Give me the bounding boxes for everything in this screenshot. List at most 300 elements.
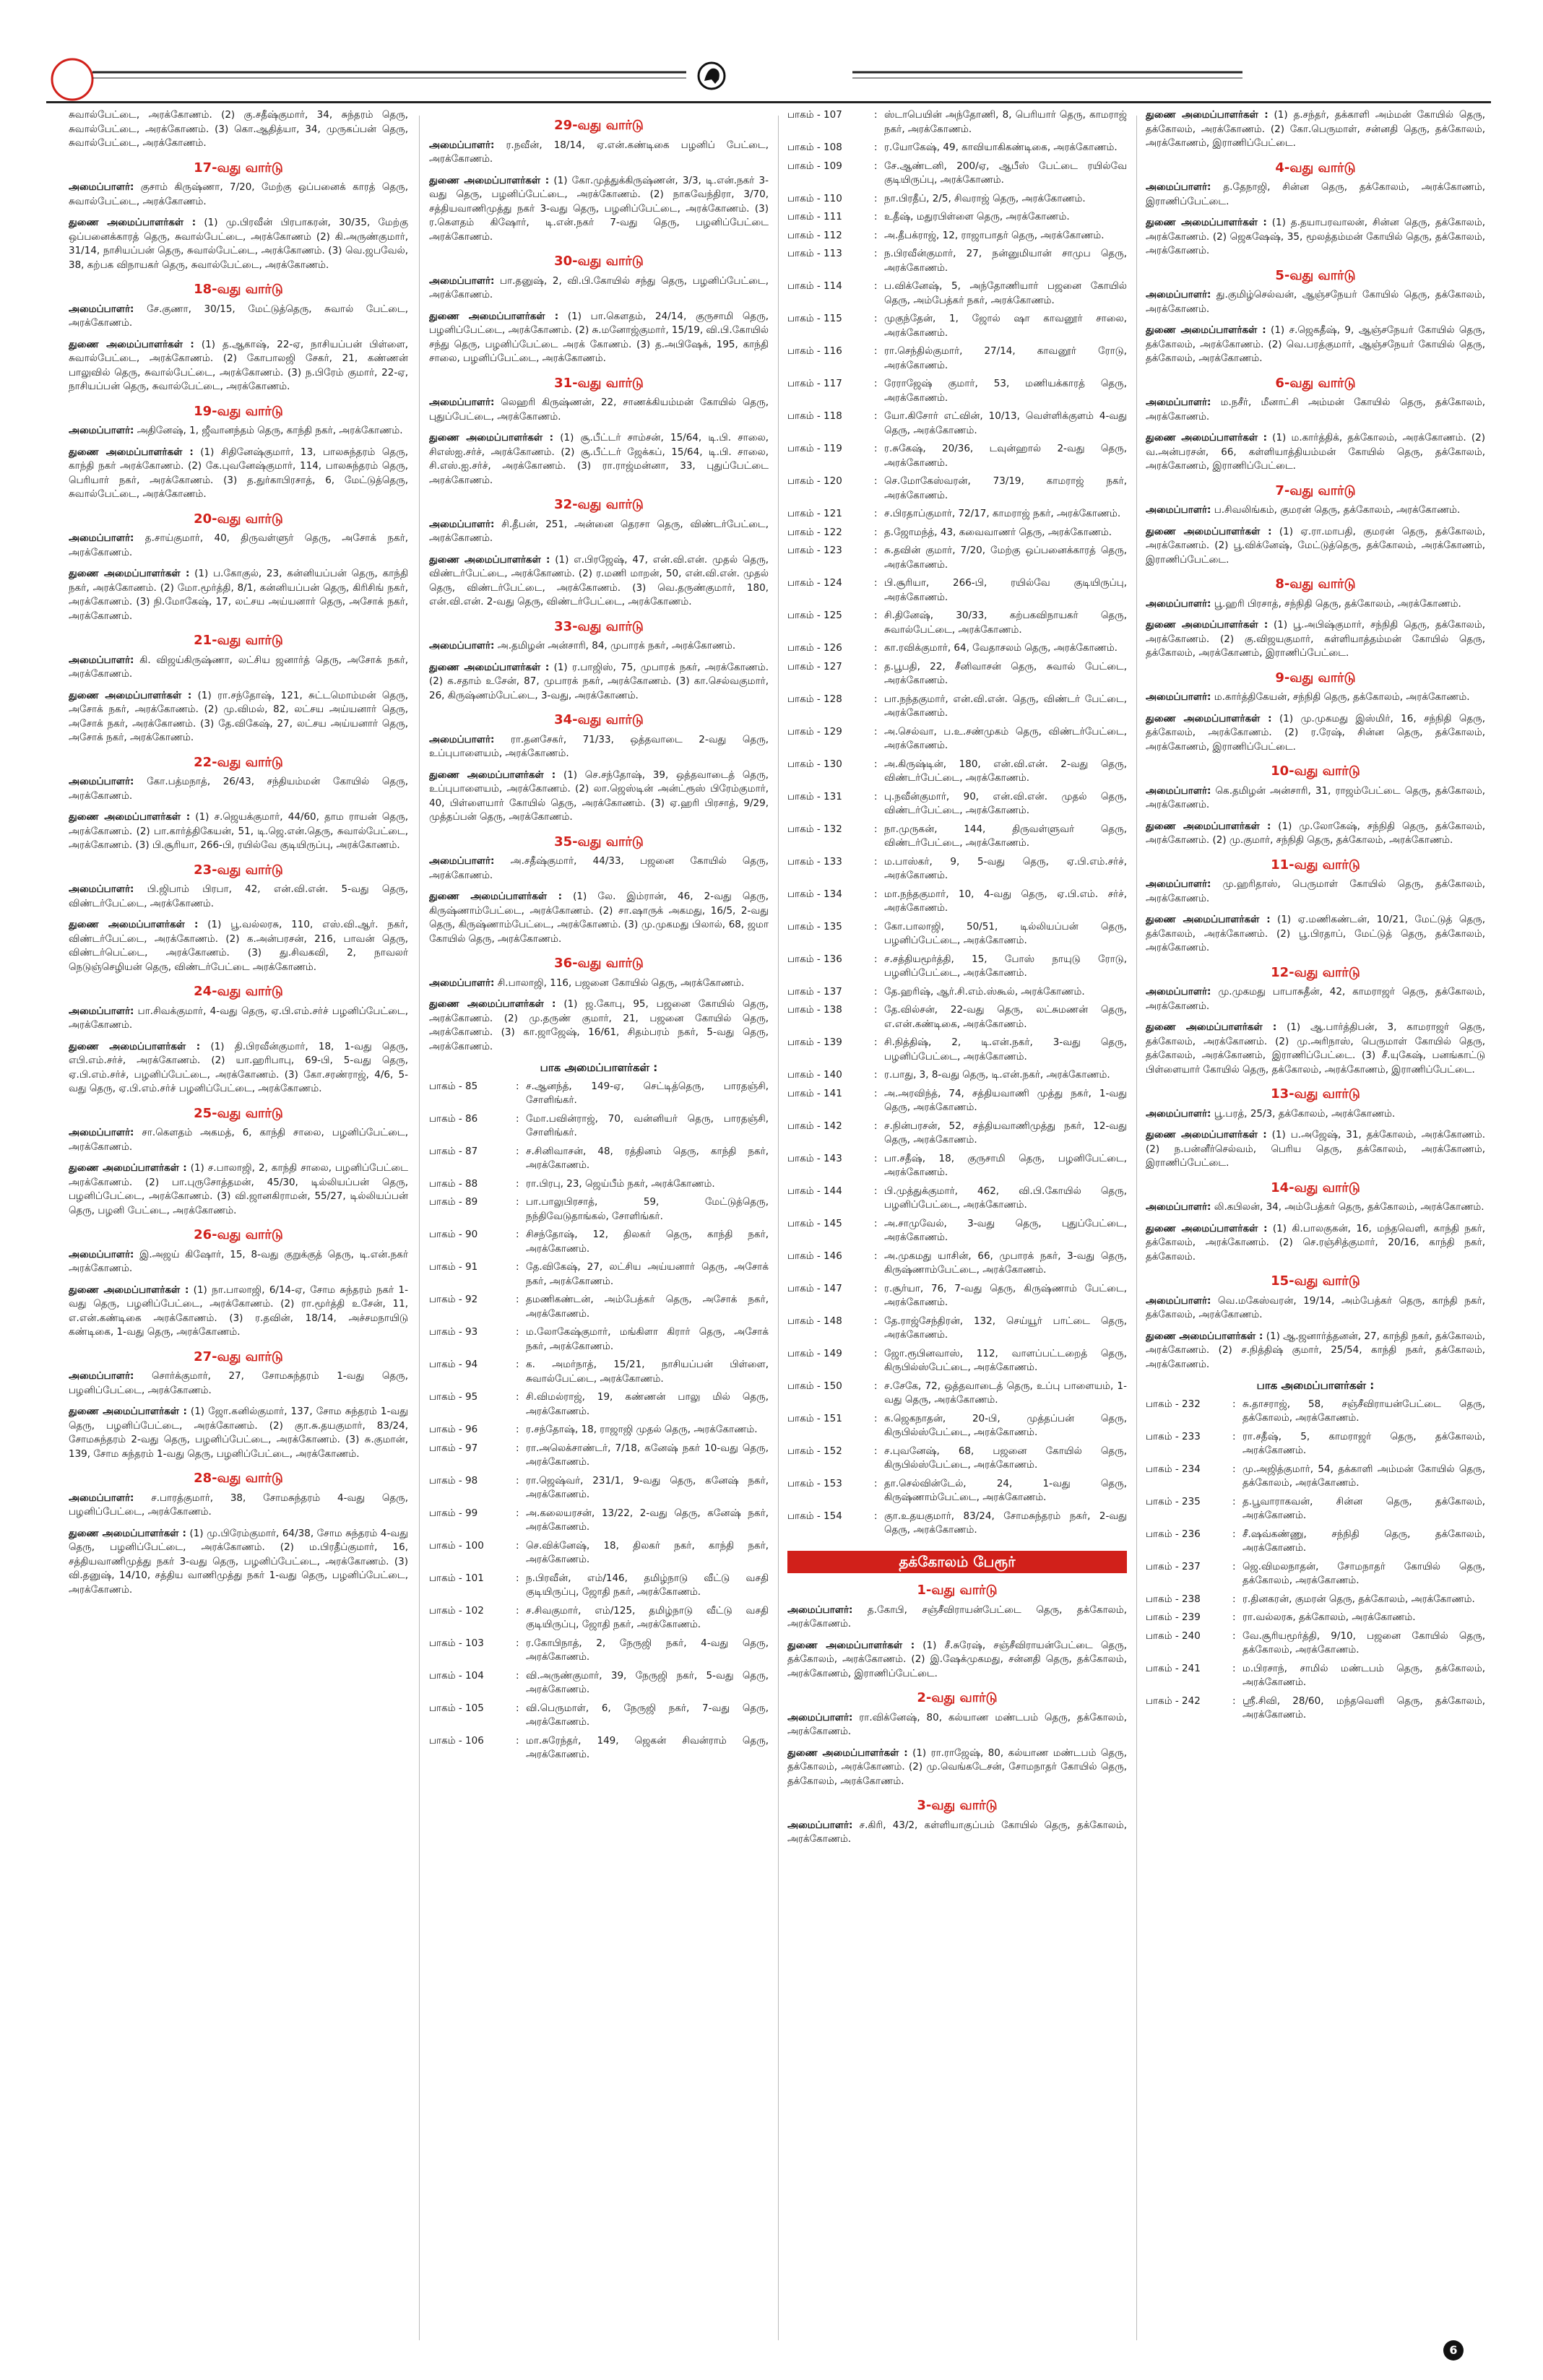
- organizer-details: (1) மு.பிரவீன் பிரபாகரன், 30/35, மேற்கு ஒப்பனைக்காரத் தெரு, சுவால்பேட்டை, அரக்கோணம் (2) கி.அருண்குமார், 31/14, நாசியப்பன் தெரு, சுவால்பேட்டை, அரக்கோணம். (3) வெ.ஜபவேல், 38, கற்பக விநாயகர் தெரு, சுவால்பேட்டை, அரக்கோணம்.: [69, 217, 408, 271]
- booth-separator: :: [1232, 1593, 1236, 1605]
- booth-number: பாகம் - 124: [787, 577, 842, 589]
- booth-organizer-details: ச.நின்பரசன், 52, சத்தியவாணிமுத்து நகர், 12-வது தெரு, அரக்கோணம்.: [884, 1120, 1127, 1146]
- booth-separator: :: [1232, 1662, 1236, 1674]
- ward-heading: 19-வது வார்டு: [194, 403, 283, 419]
- booth-separator: :: [874, 823, 878, 835]
- ward-heading: 34-வது வார்டு: [554, 712, 644, 727]
- role-label: துணை அமைப்பாளர்கள் :: [1146, 525, 1272, 537]
- booth-separator: :: [874, 1087, 878, 1099]
- booth-number: பாகம் - 233: [1146, 1430, 1201, 1442]
- booth-separator: :: [874, 142, 878, 153]
- booth-row: [429, 1358, 769, 1386]
- organizer-details: (1) த.சந்தர், தக்காளி அம்மன் கோயில் தெரு, தக்கோலம், அரக்கோணம். (2) கோ.பெருமாள், சன்னதி தெரு, தக்கோலம், அரக்கோணம், இராணிப்பேட்டை.: [1146, 109, 1485, 149]
- booth-organizer-details: ச.சிவகுமார், எம்/125, தமிழ்நாடு வீட்டு வசதி குடியிருப்பு, ஜோதி நகர், அரக்கோணம்.: [526, 1604, 769, 1630]
- ward-heading: 14-வது வார்டு: [1271, 1180, 1360, 1195]
- booth-row: [787, 693, 1127, 721]
- booth-organizer-details: சி.விமல்ராஜ், 19, கண்ணன் பாலு மில் தெரு, அரக்கோணம்.: [526, 1391, 769, 1417]
- role-label: துணை அமைப்பாளர்கள் :: [429, 310, 559, 322]
- booth-organizer-details: பா.சதீஷ், 18, குருசாமி தெரு, பழனிபேட்டை, அரக்கோணம்.: [884, 1152, 1127, 1178]
- booth-separator: :: [874, 1037, 878, 1048]
- organizer-details: த.கோபி, சஞ்சீவிராயன்பேட்டை தெரு, தக்கோலம், அரக்கோணம்.: [787, 1604, 1127, 1630]
- booth-separator: :: [874, 1185, 878, 1197]
- ward-heading: 11-வது வார்டு: [1271, 857, 1360, 873]
- booth-organizer-details: தா.செல்வின்டேல், 24, 1-வது தெரு, கிருஷ்ணாம்பேட்டை, அரக்கோணம்.: [884, 1477, 1127, 1503]
- booth-number: பாகம் - 95: [429, 1391, 478, 1403]
- role-label: அமைப்பாளர்:: [1146, 784, 1211, 797]
- role-label: துணை அமைப்பாளர்கள் :: [69, 446, 194, 458]
- organizer-details: (1) சீ.சுரேஷ், சஞ்சீவிராயன்பேட்டை தெரு, தக்கோலம், அரக்கோணம். (2) இ.ஷேக்முகமது, சன்னதி தெரு, தக்கோலம், அரக்கோணம், இராணிப்பேட்டை.: [787, 1639, 1127, 1679]
- booth-separator: :: [516, 1177, 519, 1190]
- booth-separator: :: [516, 1261, 519, 1273]
- booth-separator: :: [874, 577, 878, 589]
- booth-number: பாகம் - 148: [787, 1315, 842, 1327]
- booth-number: பாகம் - 138: [787, 1004, 842, 1016]
- ward-heading: 3-வது வார்டு: [917, 1798, 998, 1813]
- organizer-details: சா.கௌதம் அகமத், 6, காந்தி சாலை, பழனிப்பேட்டை, அரக்கோணம்.: [69, 1127, 408, 1153]
- role-label: துணை அமைப்பாளர்கள் :: [69, 1527, 186, 1539]
- booth-row: [787, 1347, 1127, 1375]
- role-label: துணை அமைப்பாளர்கள் :: [1146, 1330, 1263, 1342]
- organizer-entry: [429, 661, 769, 704]
- booth-separator: :: [874, 109, 878, 121]
- ward-heading: 32-வது வார்டு: [554, 497, 644, 512]
- organizer-entry: [429, 890, 769, 946]
- booth-row: [429, 1604, 769, 1632]
- booth-separator: :: [874, 508, 878, 519]
- booth-row: [787, 855, 1127, 883]
- booth-row: [1146, 1398, 1485, 1426]
- ward-heading: 4-வது வார்டு: [1275, 160, 1356, 176]
- ward-heading: 25-வது வார்டு: [194, 1105, 283, 1121]
- booth-organizer-details: சே.ஆண்டனி, 200/ஏ, ஆபீஸ் பேட்டை ரயில்வே குடியிருப்பு, அரக்கோணம்.: [884, 160, 1127, 186]
- booth-number: பாகம் - 131: [787, 790, 842, 802]
- booth-row: [787, 312, 1127, 340]
- role-label: அமைப்பாளர்:: [1146, 691, 1211, 703]
- booth-number: பாகம் - 144: [787, 1185, 842, 1197]
- organizer-details: (1) ஏ.ரா.மாபதி, குமரன் தெரு, தக்கோலம், அரக்கோணம். (2) பூ.விக்னேஷ், மேட்டுத்தெரு, தக்கோலம், அரக்கோணம், இராணிப்பேட்டை.: [1146, 525, 1485, 566]
- booth-organizer-details: பு.நவீன்குமார், 90, என்.வி.என். முதல் தெரு, விண்டர்பேட்டை, அரக்கோணம்.: [884, 790, 1127, 816]
- booth-separator: :: [874, 248, 878, 259]
- booth-number: பாகம் - 125: [787, 610, 842, 621]
- organizer-details: (1) மு.லோகேஷ், சந்நிதி தெரு, தக்கோலம், அரக்கோணம். (2) மு.குமார், சந்நிதி தெரு, தக்கோலம், அரக்கோணம்.: [1146, 820, 1485, 846]
- booth-row: [1146, 1463, 1485, 1491]
- organizer-details: குசாம் கிருஷ்ணா, 7/20, மேற்கு ஒப்பனைக் காரத் தெரு, சுவால்பேட்டை, அரக்கோணம்.: [69, 181, 408, 207]
- booth-organizers-heading: பாக அமைப்பாளர்கள் :: [540, 1061, 658, 1074]
- booth-organizer-details: அ.செல்வா, ப.உ.சண்முகம் தெரு, விண்டர்பேட்டை, அரக்கோணம்.: [884, 725, 1127, 751]
- booth-number: பாகம் - 134: [787, 888, 842, 900]
- role-label: அமைப்பாளர்:: [1146, 504, 1211, 516]
- booth-organizer-details: தே.விகேஷ், 27, லட்சிய அய்யனார் தெரு, அசோக் நகர், அரக்கோணம்.: [526, 1261, 769, 1287]
- booth-separator: :: [874, 920, 878, 932]
- booth-organizer-details: ரா.செந்தில்குமார், 27/14, காவனூர் ரோடு, அரக்கோணம்.: [884, 345, 1127, 371]
- column-divider: [778, 116, 779, 2340]
- booth-number: பாகம் - 109: [787, 160, 842, 172]
- booth-row: [429, 1539, 769, 1567]
- booth-separator: :: [516, 1112, 519, 1125]
- booth-number: பாகம் - 123: [787, 545, 842, 556]
- role-label: அமைப்பாளர்:: [429, 855, 495, 867]
- organizer-entry: [69, 567, 408, 623]
- organizer-entry: [1146, 324, 1485, 366]
- organizer-entry: [1146, 181, 1485, 209]
- booth-number: பாகம் - 145: [787, 1217, 842, 1229]
- booth-number: பாகம் - 119: [787, 443, 842, 454]
- booth-row: [787, 609, 1127, 637]
- booth-organizer-details: ச.ஆனந்த், 149-ஏ, செட்டித்தெரு, பாரதஞ்சி, சோளிங்கர்.: [526, 1080, 769, 1106]
- role-label: துணை அமைப்பாளர்கள் :: [429, 553, 550, 566]
- booth-organizer-details: ஸ்ரீ.சிவி, 28/60, மந்தவெளி தெரு, தக்கோலம், அரக்கோணம்.: [1242, 1695, 1485, 1721]
- booth-separator: :: [874, 1477, 878, 1489]
- role-label: அமைப்பாளர்:: [787, 1819, 853, 1831]
- booth-organizer-details: ச.சேகே, 72, ஒத்தவாடைத் தெரு, உப்பு பாளையம், 1-வது தெரு, அரக்கோணம்.: [884, 1380, 1127, 1406]
- organizer-entry: [1146, 878, 1485, 906]
- booth-separator: :: [516, 1391, 519, 1403]
- booth-row: [787, 1510, 1127, 1538]
- booth-separator: :: [516, 1572, 519, 1584]
- organizer-details: ச.கிரி, 43/2, கள்ளியாகுப்பம் கோயில் தெரு, தக்கோலம், அரக்கோணம்.: [787, 1819, 1127, 1845]
- organizer-entry: [1146, 913, 1485, 956]
- booth-organizer-details: ச.சத்தியமூர்த்தி, 15, போஸ் நாயுடு ரோடு, பழனிப்பேட்டை, அரக்கோணம்.: [884, 953, 1127, 979]
- organizer-entry: [429, 174, 769, 245]
- booth-organizer-details: ர.கோபிநாத், 2, நேருஜி நகர், 4-வது தெரு, அரக்கோணம்.: [526, 1637, 769, 1663]
- booth-number: பாகம் - 85: [429, 1080, 478, 1092]
- booth-organizer-details: ஸ்டாபெயின் அந்தோணி, 8, பெரியார் தெரு, காமராஜ் நகர், அரக்கோணம்.: [884, 109, 1127, 135]
- organizer-details: (1) ரா.சந்தோஷ், 121, சுட்டமொம்மன் தெரு, அசோக் நகர், அரக்கோணம். (2) மு.விமல், 82, லட்சய அய்யனார் தெரு, அசோக் நகர், அரக்கோணம். (3) தே.விகேஷ், 27, லட்சய அய்யனார் தெரு, அசோக் நகர், அரக்கோணம்.: [69, 689, 408, 743]
- organizer-entry: [429, 977, 769, 991]
- booth-organizer-details: த.ஜோமந்த், 43, கவைவாணர் தெரு, அரக்கோணம்.: [884, 526, 1112, 538]
- organizer-details: (1) பூ.வல்லரசு, 110, எஸ்.வி.ஆர். நகர், விண்டர்பேட்டை, அரக்கோணம். (2) க.அன்பரசன், 216, பாவன் தெரு, விண்டர்பெட்டை, அரக்கோணம். (3) து.சிவகவி, 2, நாவலர் நெடுஞ்செழியன் தெரு, விண்டர்பேட்டை அரக்கோணம்.: [69, 919, 408, 973]
- booth-row: [787, 641, 1127, 656]
- role-label: அமைப்பாளர்:: [1146, 1294, 1211, 1307]
- booth-row: [787, 1217, 1127, 1245]
- booth-row: [787, 1003, 1127, 1031]
- role-label: துணை அமைப்பாளர்கள் :: [429, 998, 556, 1010]
- role-label: துணை அமைப்பாளர்கள் :: [1146, 914, 1271, 925]
- booth-organizer-details: சு.தாசராஜ், 58, சஞ்சீவிராயன்பேட்டை தெரு, தக்கோலம், அரக்கோணம்.: [1242, 1398, 1485, 1424]
- organizer-entry: [1146, 503, 1485, 518]
- organizer-details: கெ.தமிழன் அன்சாரி, 31, ராஜம்பேட்டை தெரு, தக்கோலம், அரக்கோணம்.: [1146, 784, 1485, 810]
- organizer-entry: [69, 181, 408, 209]
- role-label: துணை அமைப்பாளர்கள் :: [1146, 1222, 1268, 1234]
- organizer-entry: [1146, 1021, 1485, 1077]
- booth-organizer-details: தே.ராஜ்சேந்திரன், 132, செய்யூர் பாட்டை தெரு, அரக்கோணம்.: [884, 1315, 1127, 1341]
- ward-heading: 10-வது வார்டு: [1271, 763, 1360, 779]
- role-label: அமைப்பாளர்:: [1146, 181, 1211, 193]
- ward-heading: 31-வது வார்டு: [554, 375, 644, 391]
- role-label: துணை அமைப்பாளர்கள் :: [69, 1406, 187, 1417]
- organizer-entry: [1146, 985, 1485, 1013]
- organizer-entry: [429, 139, 769, 167]
- organizer-entry: [69, 654, 408, 682]
- booth-separator: :: [874, 410, 878, 422]
- booth-organizer-details: தமணிகண்டன், அம்பேத்கர் தெரு, அசோக் நகர், அரக்கோணம்.: [526, 1294, 769, 1320]
- booth-row: [787, 141, 1127, 155]
- column-4: [1146, 108, 1485, 2347]
- booth-organizer-details: அ.சாமுவேல், 3-வது தெரு, புதுப்பேட்டை, அரக்கோணம்.: [884, 1217, 1127, 1243]
- organizer-entry: [69, 1040, 408, 1096]
- organizer-details: பூ.பரத், 25/3, தக்கோலம், அரக்கோணம்.: [1211, 1107, 1396, 1120]
- organizer-entry: [69, 303, 408, 331]
- organizer-entry: [69, 1284, 408, 1340]
- booth-organizer-details: வி.பெருமாள், 6, நேருஜி நகர், 7-வது தெரு, அரக்கோணம்.: [526, 1702, 769, 1728]
- booth-number: பாகம் - 110: [787, 192, 842, 204]
- booth-row: [787, 1380, 1127, 1408]
- booth-organizer-details: சீ.ஷவ்கண்ணு, சந்நிதி தெரு, தக்கோலம், அரக்கோணம்.: [1242, 1528, 1485, 1554]
- booth-number: பாகம் - 151: [787, 1412, 842, 1424]
- role-label: அமைப்பாளர்:: [1146, 878, 1211, 890]
- role-label: அமைப்பாளர்:: [787, 1711, 853, 1723]
- booth-number: பாகம் - 141: [787, 1087, 842, 1099]
- booth-separator: :: [874, 790, 878, 802]
- organizer-entry: [69, 1492, 408, 1520]
- organizer-details: ர.நவீன், 18/14, ஏ.என்.கண்டிகை பழனிப் பேட்டை, அரக்கோணம்.: [429, 139, 769, 165]
- booth-separator: :: [874, 160, 878, 172]
- role-label: துணை அமைப்பாளர்கள் :: [429, 661, 550, 673]
- organizer-entry: [1146, 1294, 1485, 1323]
- booth-number: பாகம் - 122: [787, 526, 842, 538]
- booth-organizer-details: ஜெ.விமலநாதன், சோமநாதர் கோயில் தெரு, தக்கோலம், அரக்கோணம்.: [1242, 1560, 1485, 1586]
- booth-separator: :: [874, 985, 878, 998]
- booth-number: பாகம் - 132: [787, 823, 842, 835]
- booth-number: பாகம் - 130: [787, 758, 842, 770]
- booth-row: [787, 526, 1127, 540]
- organizer-entry: [69, 108, 408, 151]
- booth-separator: :: [516, 1229, 519, 1240]
- booth-separator: :: [874, 888, 878, 900]
- role-label: அமைப்பாளர்:: [69, 1127, 134, 1138]
- organizer-entry: [429, 553, 769, 610]
- role-label: துணை அமைப்பாளர்கள் :: [429, 891, 562, 902]
- booth-row: [429, 1474, 769, 1502]
- booth-number: பாகம் - 86: [429, 1112, 478, 1125]
- booth-organizer-details: ர.தினகரன், குமரன் தெரு, தக்கோலம், அரக்கோணம்.: [1242, 1593, 1475, 1605]
- booth-row: [787, 790, 1127, 818]
- organizer-entry: [787, 1604, 1127, 1632]
- booth-number: பாகம் - 154: [787, 1510, 842, 1522]
- booth-separator: :: [874, 475, 878, 487]
- booth-number: பாகம் - 89: [429, 1196, 478, 1208]
- booth-row: [787, 1315, 1127, 1343]
- booth-separator: :: [516, 1507, 519, 1519]
- booth-separator: :: [874, 610, 878, 621]
- organizer-details: ம.கார்த்திகேயன், சந்நிதி தெரு, தக்கோலம், அரக்கோணம்.: [1211, 691, 1470, 703]
- booth-separator: :: [874, 1217, 878, 1229]
- organizer-entry: [69, 810, 408, 853]
- organizer-entry: [69, 883, 408, 911]
- organizer-entry: [787, 1747, 1127, 1789]
- role-label: அமைப்பாளர்:: [1146, 986, 1211, 998]
- booth-separator: :: [874, 378, 878, 389]
- booth-separator: :: [1232, 1430, 1236, 1442]
- booth-separator: :: [874, 1152, 878, 1164]
- role-label: அமைப்பாளர்:: [69, 776, 134, 787]
- booth-separator: :: [874, 1069, 878, 1081]
- organizer-details: (1) எ.பிரஜேஷ், 47, என்.வி.என். முதல் தெரு, விண்டர்பேட்டை, அரக்கோணம். (2) ர.மணி மாறன், 50, என்.வி.என். முதல் தெரு, விண்டர்பேட்டை, அரக்கோணம். (3) வெ.தருண்குமார், 180, என்.வி.என். 2-வது தெரு, விண்டர்பேட்டை, அரக்கோணம்.: [429, 553, 769, 607]
- booth-separator: :: [1232, 1695, 1236, 1707]
- organizer-details: அ.தமிழன் அன்சாரி, 84, முபாரக் நகர், அரக்கோணம்.: [494, 640, 736, 652]
- booth-number: பாகம் - 93: [429, 1326, 478, 1338]
- booth-row: [787, 1412, 1127, 1440]
- organizer-entry: [1146, 1107, 1485, 1122]
- role-label: அமைப்பாளர்:: [69, 1492, 134, 1504]
- organizer-entry: [787, 1639, 1127, 1682]
- role-label: துணை அமைப்பாளர்கள் :: [1146, 712, 1272, 724]
- ward-heading: 23-வது வார்டு: [194, 862, 283, 878]
- booth-separator: :: [516, 1359, 519, 1370]
- organizer-entry: [1146, 1200, 1485, 1215]
- booth-number: பாகம் - 96: [429, 1424, 478, 1435]
- organizer-details: (1) லே. இம்ரான், 46, 2-வது தெரு, கிருஷ்ணாம்பேட்டை, அரக்கோணம். (2) சா.ஷாருக் அகமது, 16/5, 2-வது தெரு, கிருஷ்ணாம்பேட்டை, அரக்கோணம். (3) மு.முகமது பிலால், 68, ஜமா கோயில் தெரு, அரக்கோணம்.: [429, 891, 769, 945]
- booth-organizer-details: ம.லோகேஷ்குமார், மங்கிளா கிரார் தெரு, அசோக் நகர், அரக்கோணம்.: [526, 1326, 769, 1352]
- booth-organizer-details: ர.சுகேஷ், 20/36, டவுன்ஹால் 2-வது தெரு, அரக்கோணம்.: [884, 443, 1127, 469]
- organizer-details: (1) சிதினேஷ்குமார், 13, பாலசுந்தரம் தெரு, காந்தி நகர் அரக்கோணம். (2) கே.புவனேஷ்குமார், 114, பாலசுந்தரம் தெரு, பெரியார் நகர், அரக்கோணம். (3) த.துர்காபிரசாத், 6, மேட்டுத்தெரு, சுவால்பேட்டை, அரக்கோணம்.: [69, 446, 408, 500]
- booth-row: [787, 823, 1127, 851]
- booth-number: பாகம் - 140: [787, 1069, 842, 1081]
- role-label: துணை அமைப்பாளர்கள் :: [1146, 820, 1271, 832]
- role-label: அமைப்பாளர்:: [429, 977, 495, 989]
- organizer-entry: [1146, 1330, 1485, 1372]
- booth-separator: :: [874, 1120, 878, 1132]
- organizer-entry: [1146, 431, 1485, 474]
- masthead-circle-ornament: [52, 59, 92, 100]
- booth-row: [787, 377, 1127, 405]
- booth-row: [787, 1120, 1127, 1148]
- organizer-entry: [1146, 691, 1485, 705]
- role-label: அமைப்பாளர்:: [429, 139, 495, 151]
- organizer-details: (1) நா.பாலாஜி, 6/14-ஏ, சோம சுந்தரம் நகர் 1-வது தெரு, பழனிப்பேட்டை, அரக்கோணம். (2) ரா.மூர்த்தி உசேன், 11, எ.என்.கண்டிகை அரக்கோணம். (3) ர.தவின், 18/14, அச்சமநாயிடு கண்டிகை, 1-வது தெரு, அரக்கோணம்.: [69, 1284, 408, 1338]
- booth-organizer-details: வே.சூரியமூர்த்தி, 9/10, பஜனை கோயில் தெரு, தக்கோலம், அரக்கோணம்.: [1242, 1630, 1485, 1656]
- role-label: அமைப்பாளர்:: [1146, 397, 1211, 408]
- booth-row: [1146, 1695, 1485, 1723]
- booth-row: [787, 888, 1127, 916]
- booth-separator: :: [516, 1294, 519, 1305]
- booth-organizer-details: பி.முத்துக்குமார், 462, வி.பி.கோயில் தெரு, பழனிப்பேட்டை, அரக்கோணம்.: [884, 1185, 1127, 1211]
- booth-row: [787, 108, 1127, 137]
- organizer-entry: [429, 518, 769, 546]
- organizer-entry: [429, 431, 769, 488]
- booth-separator: :: [516, 1424, 519, 1435]
- role-label: துணை அமைப்பாளர்கள் :: [69, 919, 199, 930]
- booth-separator: :: [516, 1442, 519, 1454]
- booth-organizer-details: ம.பிரசாந், சாமில் மண்டபம் தெரு, தக்கோலம், அரக்கோணம்.: [1242, 1662, 1485, 1688]
- booth-separator: :: [1232, 1463, 1236, 1475]
- booth-row: [787, 210, 1127, 225]
- organizer-entry: [69, 1005, 408, 1033]
- booth-number: பாகம் - 88: [429, 1177, 478, 1190]
- role-label: துணை அமைப்பாளர்கள் :: [69, 338, 194, 350]
- booth-number: பாகம் - 94: [429, 1359, 478, 1370]
- booth-organizer-details: ரேராஜேஷ் குமார், 53, மணியக்காரத் தெரு, அரக்கோணம்.: [884, 378, 1127, 404]
- role-label: அமைப்பாளர்:: [69, 181, 134, 193]
- organizer-details: (1) ஆ.ஜனார்த்தனன், 27, காந்தி நகர், தக்கோலம், அரக்கோணம். (2) ச.நித்திஷ் குமார், 25/54, காந்தி நகர், தக்கோலம், அரக்கோணம்.: [1146, 1330, 1485, 1370]
- booth-number: பாகம் - 128: [787, 693, 842, 705]
- booth-number: பாகம் - 106: [429, 1734, 484, 1747]
- booth-row: [787, 410, 1127, 438]
- booth-organizer-details: குா.உதயகுமார், 83/24, சோமசுந்தரம் நகர், 2-வது தெரு, அரக்கோணம்.: [884, 1510, 1127, 1536]
- booth-separator: :: [1232, 1495, 1236, 1507]
- booth-row: [429, 1260, 769, 1289]
- booth-organizer-details: சி.நித்திஷ், 2, டி.என்.நகர், 3-வது தெரு, பழனிப்பேட்டை, அரக்கோணம்.: [884, 1037, 1127, 1063]
- booth-separator: :: [874, 229, 878, 241]
- organizer-details: ம.நசீர், மீனாட்சி அம்மன் கோயில் தெரு, தக்கோலம், அரக்கோணம்.: [1146, 397, 1485, 423]
- booth-row: [429, 1669, 769, 1697]
- organizer-entry: [69, 775, 408, 803]
- booth-row: [787, 1087, 1127, 1115]
- organizer-details: (1) பூ.அபிஷ்குமார், சந்நிதி தெரு, தக்கோலம், அரக்கோணம். (2) கு.விஜயகுமார், கள்ளியாத்தம்மன் கோயில் தெரு, தக்கோலம், அரக்கோணம், இராணிப்பேட்டை.: [1146, 619, 1485, 659]
- organizer-details: கோ.பத்மநாத், 26/43, சந்தியம்மன் கோயில் தெரு, அரக்கோணம்.: [69, 776, 408, 802]
- booth-organizer-details: மு.அஜித்குமார், 54, தக்காளி அம்மன் கோயில் தெரு, தக்கோலம், அரக்கோணம்.: [1242, 1463, 1485, 1489]
- booth-row: [429, 1702, 769, 1730]
- booth-row: [787, 1250, 1127, 1278]
- booth-separator: :: [1232, 1611, 1236, 1623]
- role-label: துணை அமைப்பாளர்கள் :: [1146, 109, 1268, 121]
- role-label: அமைப்பாளர்:: [787, 1604, 853, 1616]
- ward-heading: 27-வது வார்டு: [194, 1349, 283, 1364]
- ward-heading: 1-வது வார்டு: [917, 1583, 998, 1598]
- booth-separator: :: [1232, 1528, 1236, 1540]
- organizer-entry: [1146, 525, 1485, 568]
- role-label: அமைப்பாளர்:: [429, 733, 495, 745]
- booth-number: பாகம் - 100: [429, 1539, 484, 1552]
- booth-number: பாகம் - 118: [787, 410, 842, 422]
- organizer-details: பா.சிவக்குமார், 4-வது தெரு, ஏ.பி.எம்.சர்ச் பழனிப்பேட்டை, அரக்கோணம்.: [69, 1005, 408, 1031]
- booth-organizer-details: வி.அருண்குமார், 39, நேருஜி நகர், 5-வது தெரு, அரக்கோணம்.: [526, 1669, 769, 1695]
- booth-organizer-details: அ.கலையரசன், 13/22, 2-வது தெரு, கனேஷ் நகர், அரக்கோணம்.: [526, 1507, 769, 1533]
- booth-organizer-details: ந.பிரவீன்குமார், 27, நன்னுமியான் சாமுப தெரு, அரக்கோணம்.: [884, 248, 1127, 274]
- organizer-entry: [1146, 396, 1485, 424]
- booth-number: பாகம் - 126: [787, 642, 842, 654]
- role-label: துணை அமைப்பாளர்கள் :: [1146, 324, 1266, 336]
- booth-separator: :: [874, 758, 878, 770]
- booth-separator: :: [874, 192, 878, 204]
- ward-heading: 30-வது வார்டு: [554, 254, 644, 269]
- booth-row: [1146, 1662, 1485, 1690]
- booth-row: [429, 1507, 769, 1535]
- booth-number: பாகம் - 152: [787, 1445, 842, 1457]
- booth-number: பாகம் - 107: [787, 109, 842, 121]
- organizer-entry: [69, 216, 408, 272]
- booth-separator: :: [516, 1539, 519, 1552]
- booth-separator: :: [874, 211, 878, 222]
- organizer-entry: [429, 998, 769, 1054]
- booth-row: [787, 280, 1127, 308]
- ward-heading: 29-வது வார்டு: [554, 118, 644, 133]
- organizer-entry: [787, 1711, 1127, 1739]
- ward-heading: 24-வது வார்டு: [194, 984, 283, 999]
- organizer-details: (1) ர.பாஜிஸ், 75, முபாரக் நகர், அரக்கோணம். (2) க.சதாம் உசேன், 87, முபாரக் நகர், அரக்கோணம். (3) கா.செல்வகுமார், 26, கிருஷ்ணம்பேட்டை, 3-வது, அரக்கோணம்.: [429, 661, 769, 701]
- booth-separator: :: [516, 1474, 519, 1487]
- role-label: அமைப்பாளர்:: [69, 654, 134, 666]
- booth-number: பாகம் - 105: [429, 1702, 484, 1714]
- role-label: துணை அமைப்பாளர்கள் :: [787, 1747, 908, 1759]
- role-label: துணை அமைப்பாளர்கள் :: [787, 1639, 915, 1651]
- organizer-details: சி.தீபன், 251, அன்னை தெரசா தெரு, விண்டர்பேட்டை, அரக்கோணம்.: [429, 518, 769, 544]
- booth-row: [429, 1423, 769, 1437]
- ward-heading: 26-வது வார்டு: [194, 1227, 283, 1242]
- booth-row: [787, 1185, 1127, 1213]
- booth-row: [787, 345, 1127, 373]
- column-1: [69, 108, 408, 2347]
- booth-separator: :: [874, 1250, 878, 1262]
- organizer-entry: [429, 396, 769, 424]
- booth-row: [1146, 1630, 1485, 1658]
- booth-separator: :: [874, 1347, 878, 1359]
- booth-organizer-details: ரா.வல்லரசு, தக்கோலம், அரக்கோணம்.: [1242, 1611, 1416, 1623]
- booth-row: [429, 1228, 769, 1256]
- booth-number: பாகம் - 102: [429, 1604, 484, 1617]
- organizer-entry: [69, 1527, 408, 1598]
- booth-organizer-details: அ.அரவிந்த், 74, சத்தியவாணி முத்து நகர், 1-வது தெரு, அரக்கோணம்.: [884, 1087, 1127, 1113]
